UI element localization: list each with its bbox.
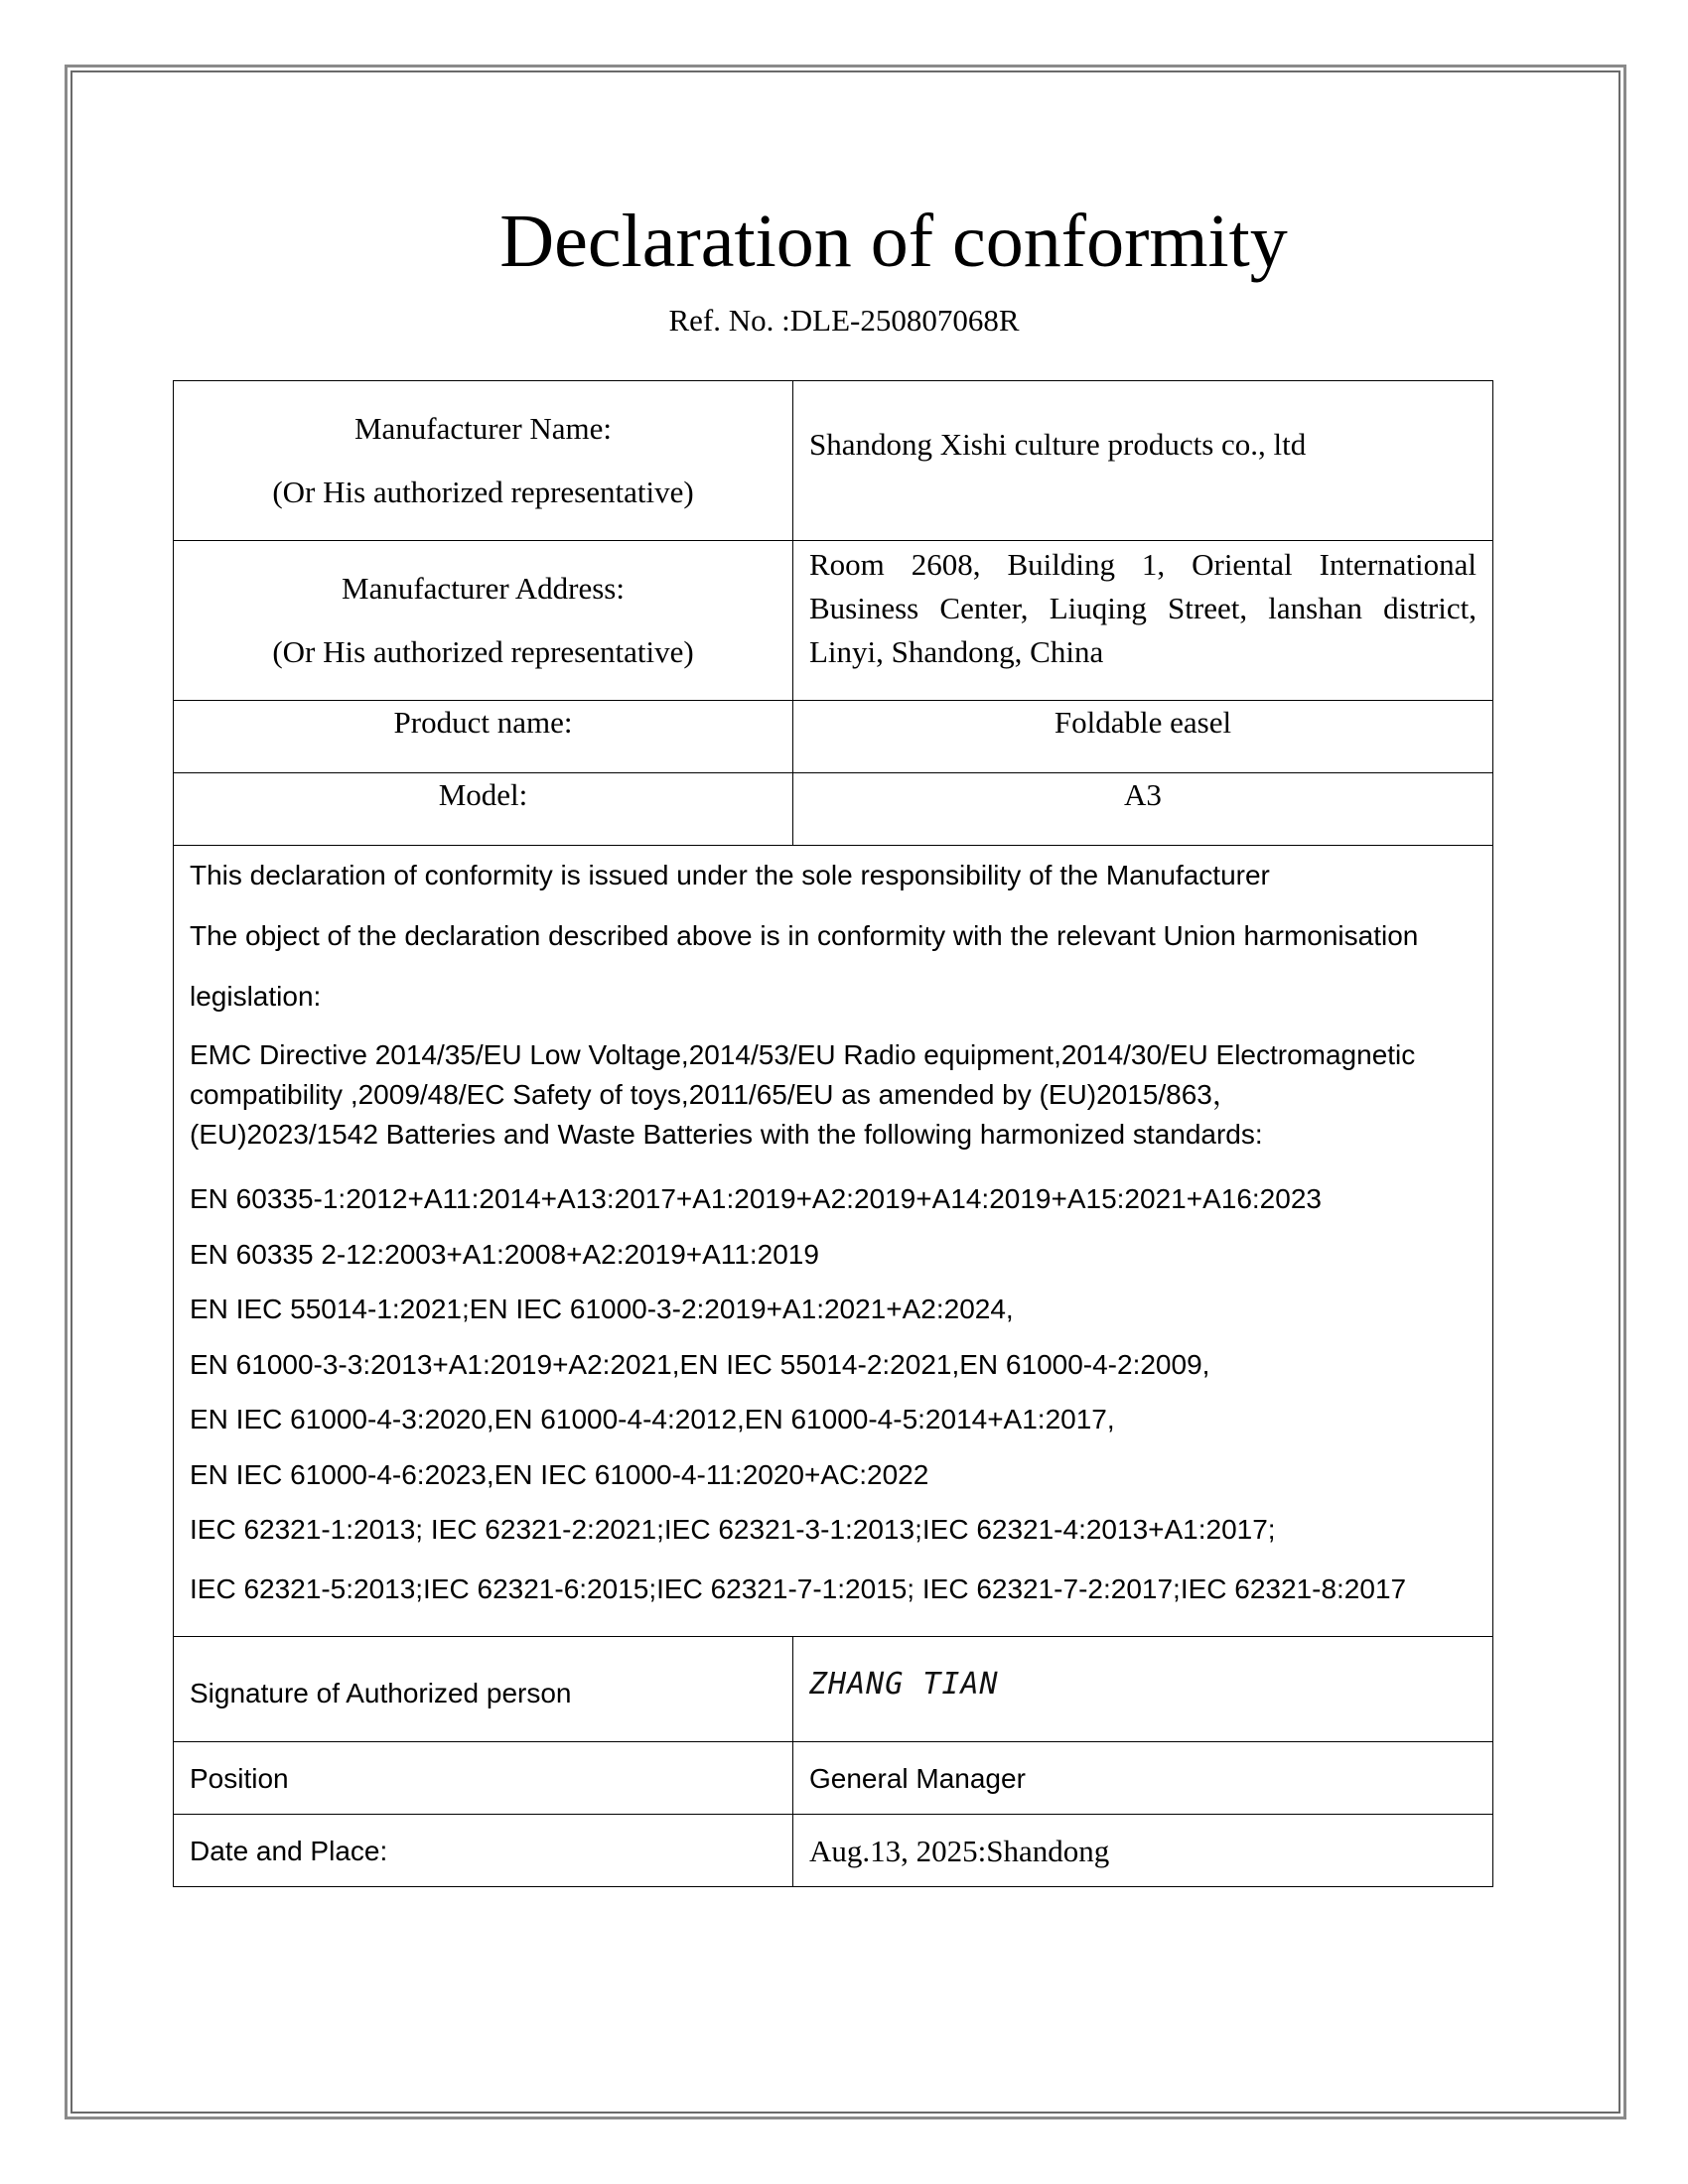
standard-line: EN IEC 61000-4-3:2020,EN 61000-4-4:2012,EN 61000-4-5:2014+A1:2017, xyxy=(190,1404,1115,1434)
standard-line: EN 61000-3-3:2013+A1:2019+A2:2021,EN IEC 55014-2:2021,EN 61000-4-2:2009, xyxy=(190,1348,1210,1380)
manufacturer-name-label-cell xyxy=(174,381,793,541)
product-name-label: Product name: xyxy=(174,701,793,773)
model-value: A3 xyxy=(793,773,1493,846)
signature-cell xyxy=(793,1637,1493,1742)
standard-line: EN 60335-1:2012+A11:2014+A13:2017+A1:2019+A2:2019+A14:2019+A15:2021+A16:2023 xyxy=(190,1183,1322,1214)
reference-number: Ref. No. :DLE-250807068R xyxy=(668,303,1020,338)
manufacturer-address-label-cell xyxy=(174,541,793,701)
directives-block xyxy=(190,1035,1477,1155)
directive-line: (EU)2023/1542 Batteries and Waste Batteries with the following harmonized standards: xyxy=(190,1119,1263,1150)
position-label: Position xyxy=(174,1742,793,1815)
declaration-line-2: The object of the declaration described above is in conformity with the relevant Union harmonisation xyxy=(190,920,1419,951)
manufacturer-name-value: Shandong Xishi culture products co., ltd xyxy=(793,381,1493,541)
product-name-value: Foldable easel xyxy=(793,701,1493,773)
date-place-label: Date and Place: xyxy=(174,1815,793,1887)
manufacturer-name-label: Manufacturer Name: xyxy=(353,411,613,446)
declaration-body-row xyxy=(174,846,1493,1637)
model-label: Model: xyxy=(174,773,793,846)
date-place-row xyxy=(174,1815,1493,1887)
manufacturer-address-row xyxy=(174,541,1493,701)
manufacturer-address-value: Room 2608, Building 1, Oriental International Business Center, Liuqing Street, lanshan district, Linyi, Shandong, China xyxy=(793,541,1493,701)
standards-list xyxy=(190,1171,1477,1616)
document-title: Declaration of conformity xyxy=(499,200,1288,283)
position-value: General Manager xyxy=(793,1742,1493,1815)
handwritten-signature: ZHANG TIAN xyxy=(809,1667,999,1702)
signature-row xyxy=(174,1637,1493,1742)
manufacturer-address-label: Manufacturer Address: xyxy=(342,571,625,606)
manufacturer-name-row xyxy=(174,381,1493,541)
model-row xyxy=(174,773,1493,846)
standard-line: IEC 62321-1:2013; IEC 62321-2:2021;IEC 62321-3-1:2013;IEC 62321-4:2013+A1:2017; xyxy=(190,1514,1276,1545)
position-row xyxy=(174,1742,1493,1815)
declaration-line-1: This declaration of conformity is issued under the sole responsibility of the Manufacturer xyxy=(190,860,1270,890)
product-name-row xyxy=(174,701,1493,773)
directive-line: EMC Directive 2014/35/EU Low Voltage,2014/53/EU Radio equipment,2014/30/EU Electromagnetic xyxy=(190,1039,1416,1070)
declaration-body xyxy=(174,846,1493,1637)
manufacturer-name-sublabel: (Or His authorized representative) xyxy=(272,475,694,509)
standard-line: EN IEC 55014-1:2021;EN IEC 61000-3-2:2019+A1:2021+A2:2024, xyxy=(190,1294,1014,1324)
date-place-value: Aug.13, 2025:Shandong xyxy=(793,1815,1493,1887)
directive-line: compatibility ,2009/48/EC Safety of toys,2011/65/EU as amended by (EU)2015/863， xyxy=(190,1079,1240,1110)
manufacturer-address-sublabel: (Or His authorized representative) xyxy=(272,634,694,669)
declaration-line-3: legislation: xyxy=(190,981,322,1012)
standard-line: EN IEC 61000-4-6:2023,EN IEC 61000-4-11:2020+AC:2022 xyxy=(190,1458,929,1490)
standard-line: IEC 62321-5:2013;IEC 62321-6:2015;IEC 62321-7-1:2015; IEC 62321-7-2:2017;IEC 62321-8:2017 xyxy=(190,1572,1407,1604)
declaration-table xyxy=(173,380,1493,1887)
signature-label: Signature of Authorized person xyxy=(174,1637,793,1742)
standard-line: EN 60335 2-12:2003+A1:2008+A2:2019+A11:2019 xyxy=(190,1238,819,1270)
